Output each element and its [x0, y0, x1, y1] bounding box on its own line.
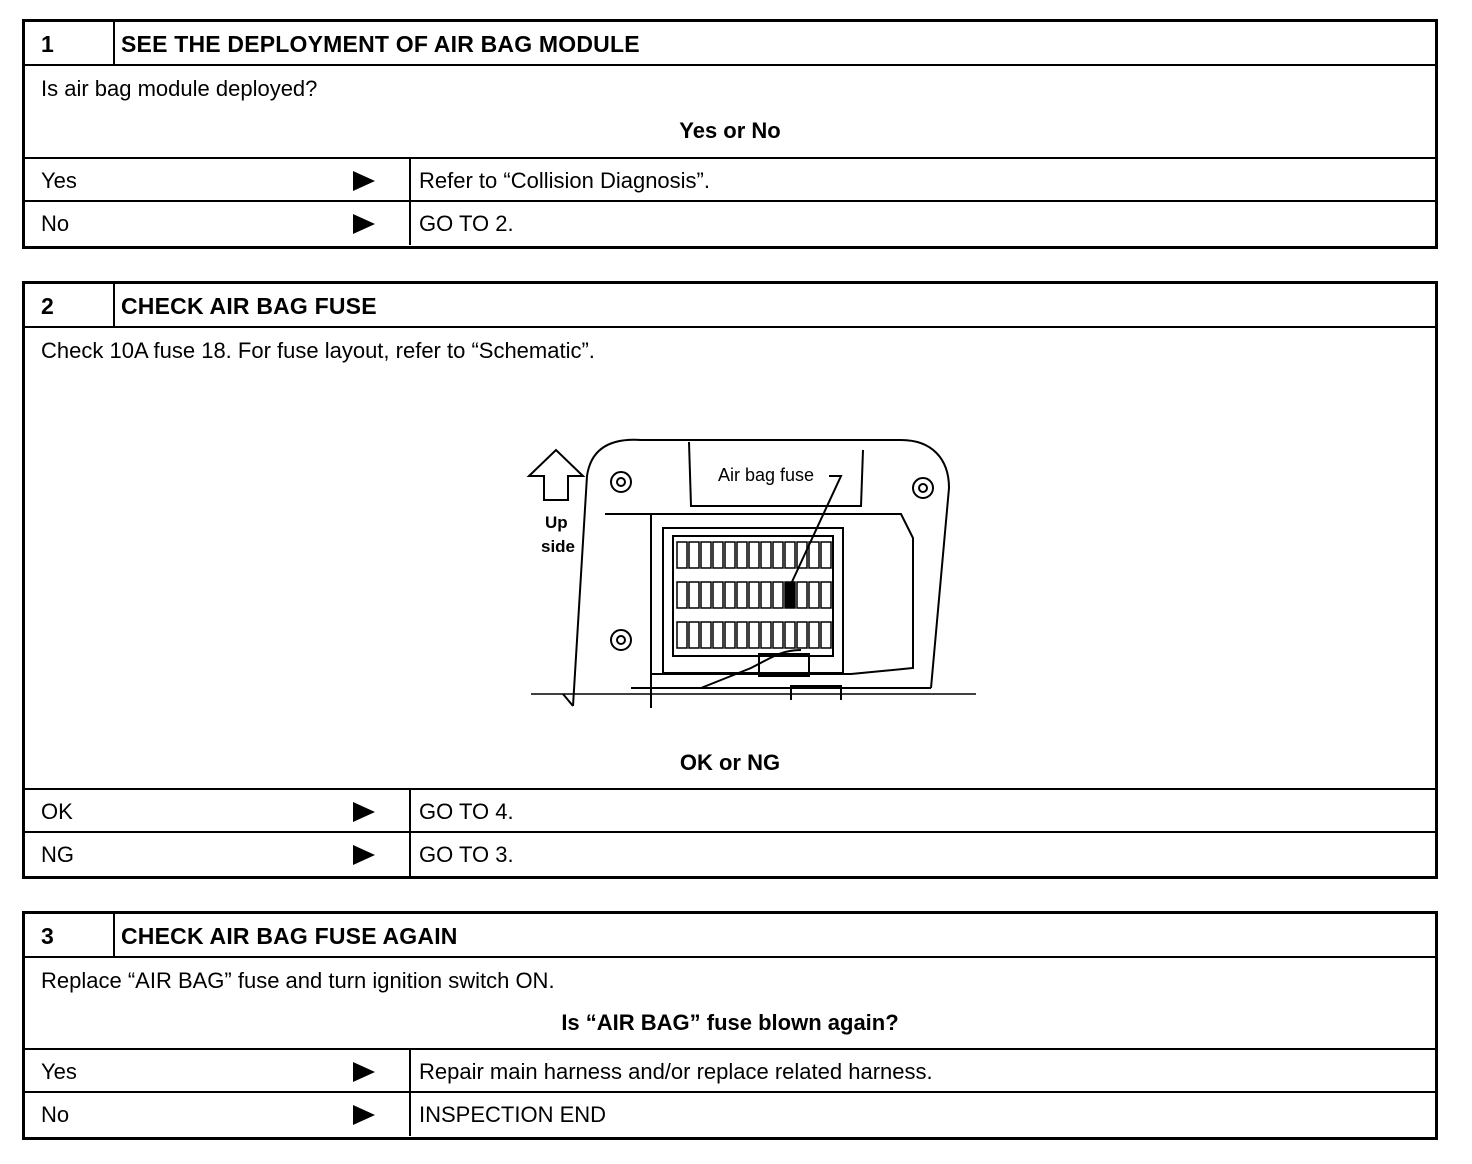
fuse-row-3	[677, 622, 831, 648]
result-label: OK	[25, 790, 411, 831]
result-action: GO TO 2.	[419, 211, 514, 236]
result-action: GO TO 3.	[419, 842, 514, 867]
step-question: OK or NG	[679, 750, 781, 775]
step-description: Check 10A fuse 18. For fuse layout, refer to “Schematic”.	[41, 338, 595, 363]
arrow-icon	[353, 802, 375, 822]
step-body	[25, 958, 1435, 1050]
result-action: Repair main harness and/or replace related harness.	[419, 1059, 933, 1084]
step-2-box	[22, 281, 1438, 879]
step-title: CHECK AIR BAG FUSE AGAIN	[121, 923, 458, 949]
result-row	[25, 833, 1435, 876]
step-3-box	[22, 911, 1438, 1140]
arrow-icon	[353, 171, 375, 191]
step-header	[25, 284, 1435, 328]
result-label: NG	[25, 833, 411, 876]
arrow-label-1: Up	[545, 513, 568, 532]
step-number: 3	[25, 914, 115, 956]
fuse-row-2	[677, 582, 831, 608]
step-number: 2	[25, 284, 115, 326]
arrow-icon	[353, 845, 375, 865]
arrow-icon	[353, 214, 375, 234]
result-label: No	[25, 1093, 411, 1136]
step-question: Is “AIR BAG” fuse blown again?	[561, 1010, 899, 1035]
step-title: SEE THE DEPLOYMENT OF AIR BAG MODULE	[121, 31, 640, 57]
step-header	[25, 22, 1435, 66]
arrow-label-2: side	[541, 537, 576, 556]
fuse-box-diagram	[501, 388, 981, 718]
result-label: Yes	[25, 1050, 411, 1091]
step-number: 1	[25, 22, 115, 64]
step-body	[25, 66, 1435, 159]
result-row	[25, 1093, 1435, 1136]
up-arrow-icon	[529, 450, 583, 500]
arrow-icon	[353, 1105, 375, 1125]
result-action: INSPECTION END	[419, 1102, 607, 1127]
result-label: Yes	[25, 159, 411, 200]
result-row	[25, 790, 1435, 833]
step-header	[25, 914, 1435, 958]
arrow-icon	[353, 1062, 375, 1082]
result-row	[25, 159, 1435, 202]
result-row	[25, 202, 1435, 245]
step-question: Yes or No	[679, 118, 781, 143]
callout-label: Air bag fuse	[718, 465, 815, 485]
result-action: Refer to “Collision Diagnosis”.	[419, 168, 710, 193]
result-action: GO TO 4.	[419, 799, 514, 824]
step-description: Is air bag module deployed?	[41, 76, 318, 101]
result-label: No	[25, 202, 411, 245]
step-title: CHECK AIR BAG FUSE	[121, 293, 377, 319]
step-description: Replace “AIR BAG” fuse and turn ignition switch ON.	[41, 968, 555, 993]
result-row	[25, 1050, 1435, 1093]
step-1-box	[22, 19, 1438, 249]
step-body	[25, 328, 1435, 790]
